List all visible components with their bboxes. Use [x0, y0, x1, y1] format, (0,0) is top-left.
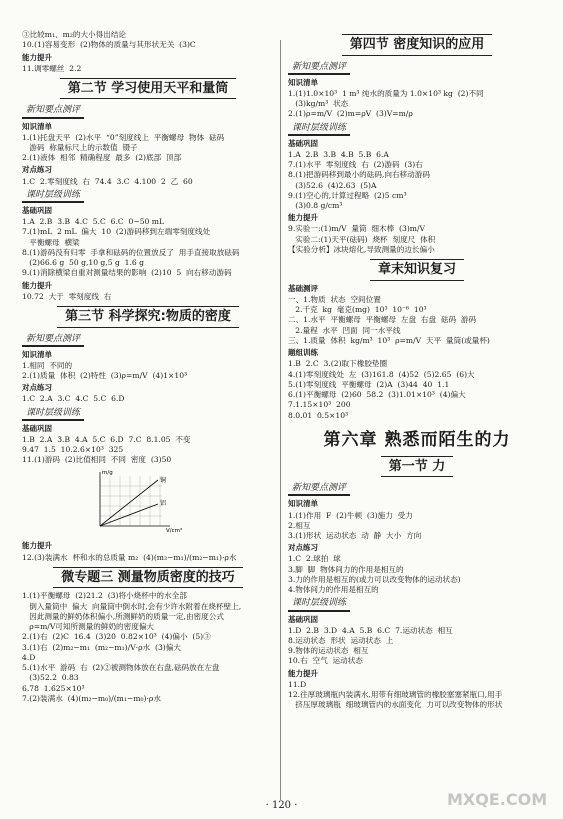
practice-label: 对点练习	[22, 383, 52, 393]
answer-line: 【实验分析】冰块熔化,导致测量的边长偏小	[288, 244, 435, 254]
answer-line: 5.(1)零刻度线 平衡螺母 (2)A (3)44 40 1.1	[288, 379, 450, 389]
answer-line: 9.实验一:(1)m/V 量筒 细木棒 (3)m/V	[288, 224, 426, 234]
answer-line: 9.(1)消除横梁自重对测量结果的影响 (2)10 5 向右移动游码	[22, 268, 232, 278]
answer-line: 9.47 1.5 10.2.6×10³ 325	[22, 445, 124, 455]
right-column	[288, 30, 546, 711]
section-banner: 课时层级训练	[288, 122, 350, 136]
base-label: 基础测评	[288, 283, 318, 293]
answer-line: 4.D	[22, 652, 36, 662]
answer-line: 10.72 大于 零刻度线 右	[22, 291, 112, 301]
answer-line: 1.C 2.A 3.C 4.C 5.C 6.D	[22, 394, 125, 404]
ability-label: 能力提升	[288, 668, 318, 678]
section-banner: 课时层级训练	[22, 407, 84, 421]
answer-line: (3)kg/m³ 状态	[288, 99, 349, 109]
answer-line: 6.78 1.625×10³	[22, 683, 85, 693]
practice-label: 对点练习	[288, 543, 318, 553]
y-axis-label: m/g	[102, 469, 113, 476]
ability-label: 能力提升	[288, 213, 318, 223]
answer-line: 11.D	[288, 679, 307, 689]
svg-text:MXQE.COM: MXQE.COM	[447, 790, 548, 809]
answer-line: 1.A 2.B 3.B 4.C 5.C 6.C 0~50 mL	[22, 217, 165, 227]
answer-line: (3)0.8 g/cm³	[288, 201, 343, 211]
knowledge-label: 知识清单	[288, 77, 318, 87]
answer-line: 倒入量筒中 偏大 向量筒中倒水时,会有少许水附着在烧杯壁上,	[22, 601, 242, 611]
answer-line: 2.相互	[288, 520, 311, 530]
answer-line: 6.(1)平衡螺母 (2)60 58.2 (3)1.01×10³ (4)偏大	[288, 390, 466, 399]
answer-line: 1.相同 不同的	[22, 360, 73, 370]
answer-line: 7.(2)装满水 (4)(m₂−m₀)/(m₁−m₀)·ρ水	[22, 693, 161, 703]
answer-line: 7.(1)水平 零刻度线 右 (2)游码 (3)右	[288, 160, 423, 170]
answer-line: 三、1.质量 体积 kg/m³ 10³ ρ=m/V 天平 量筒(或量杯)	[288, 335, 490, 345]
section-title: 第三节 科学探究:物质的密度	[22, 306, 274, 328]
train-label: 题组训练	[288, 348, 318, 358]
x-axis-label: V/cm³	[166, 527, 183, 534]
section-banner: 课时层级训练	[288, 597, 350, 611]
answer-line: 12.(3)装满水 杯和水的总质量 m₂ (4)(m₃−m₁)/(m₂−m₁)·ρ水	[22, 552, 237, 562]
left-column	[22, 30, 274, 704]
answer-line: 2.千克 kg 毫克(mg) 10³ 10⁻⁶ 10³	[288, 305, 427, 315]
answer-line: 12.往厚玻璃瓶内装满水,用带有细玻璃管的橡胶塞塞紧瓶口,用手	[288, 690, 503, 700]
knowledge-label: 知识清单	[22, 121, 52, 131]
ability-label: 能力提升	[22, 280, 52, 290]
section-banner: 课时层级训练	[22, 189, 84, 203]
answer-line: 一、1.物质 状态 空间位置	[288, 294, 381, 304]
section-title: 第四节 密度知识的应用	[288, 34, 546, 56]
answer-line: 5.(1)水平 游码 右 (2)②被测物体放在右盘,砝码放在左盘	[22, 663, 220, 673]
answer-line: 7.1.15×10³ 200	[288, 400, 351, 410]
ability-label: 能力提升	[22, 541, 52, 551]
density-graph	[82, 468, 192, 534]
chapter-title: 第六章 熟悉而陌生的力	[323, 429, 511, 450]
answer-line: 1.D 2.B 3.D 4.A 5.B 6.C 7.运动状态 相互	[288, 625, 453, 635]
answer-line: 1.C 2.零刻度线 右 74.4 3.C 4.100 2 乙 60	[22, 176, 193, 186]
answer-line: (3)52.6 (4)2.63 (5)A	[288, 180, 377, 190]
watermark-logo	[443, 781, 553, 813]
answer-line: 1.A 2.B 3.B 4.B 5.B 6.A	[288, 149, 389, 159]
column-divider	[280, 40, 281, 800]
answer-line: 3.力的作用是相互的(或力可以改变物体的运动状态)	[288, 574, 461, 584]
answer-line: 10.右 空气 运动状态	[288, 656, 363, 666]
series-label: 铝	[160, 499, 167, 507]
answer-line: 8.0.01 0.5×10³	[288, 410, 349, 420]
section-title: 微专题三 测量物质密度的技巧	[22, 567, 274, 589]
answer-line: 游码 称量标尺上的示数值 镊子	[22, 142, 138, 152]
answer-line: (2)66.6 g 50 g,10 g,5 g 1.6 g	[22, 258, 144, 268]
practice-label: 对点练习	[22, 165, 52, 175]
answer-line: 1.C 2.球拍 球	[288, 554, 341, 564]
answer-line: ③比较m₁、m₂的大小得出结论	[22, 30, 127, 39]
section-title: 第二节 学习使用天平和量筒	[22, 78, 274, 100]
base-label: 基础巩固	[22, 423, 52, 433]
answer-line: 二、1.水平 平衡螺母 平衡螺母 左盘 右盘 砝码 游码	[288, 315, 477, 325]
section-title: 第一节 力	[288, 456, 546, 478]
answer-line: 1.(1)作用 F (2)牛顿 (3)施力 受力	[288, 510, 413, 520]
left-top-block	[22, 30, 274, 74]
section-banner: 新知要点测评	[22, 104, 84, 118]
section-banner: 新知要点测评	[22, 333, 84, 347]
answer-line: 实验二:(1)天平(砝码) 烧杯 刻度尺 体积	[288, 234, 436, 244]
answer-line: 1.B 2.A 3.B 4.A 5.C 6.D 7.C 8.1.05 不变	[22, 434, 191, 444]
base-label: 基础巩固	[288, 614, 318, 624]
answer-line: 11.(1)游码 (2)比值相同 不同 密度 (3)50	[22, 455, 172, 465]
knowledge-label: 知识清单	[288, 499, 318, 509]
answer-line: 4.(1)零刻度线处 左 (3)161.8 (4)52 (5)2.65 (6)大	[288, 369, 475, 379]
answer-line: 9.(1)空心的,计算过程略 (2)5 cm³	[288, 190, 407, 200]
answer-line: 9.物体的运动状态 相互	[288, 646, 369, 656]
series-line-copper	[100, 480, 158, 526]
answer-line: 2.(1)右 (2)C 16.4 (3)20 0.82×10³ (4)偏小 (5)③	[22, 632, 211, 642]
answer-line: ρ=m/V可知所测量的鲜奶的密度偏大	[22, 622, 155, 632]
answer-line: 8.运动状态 形状 运动状态 上	[288, 635, 394, 645]
answer-line: 1.B 2.C 3.(2)取下橡胶垫圈	[288, 359, 388, 369]
answer-line: 8.(1)把游码移到最小的砝码,向右移动游码	[288, 170, 430, 180]
answer-line: 平衡螺母 横梁	[22, 237, 80, 247]
answer-line: 7.(1)mL 2 mL 偏大 10 (2)游码移到左端零刻度线处	[22, 227, 211, 237]
answer-line: 2.量程 水平 凹面 同一水平线	[288, 325, 401, 335]
base-label: 基础巩固	[288, 138, 318, 148]
section-banner: 新知要点测评	[288, 482, 350, 496]
answer-line: 11.调零螺丝 2.2	[22, 63, 82, 73]
ability-label: 能力提升	[22, 52, 52, 62]
section-title: 章末知识复习	[288, 259, 546, 281]
section-banner: 新知要点测评	[288, 61, 350, 75]
answer-line: 2.(1)ρ=m/V (2)m=ρV (3)V=m/ρ	[288, 109, 413, 119]
answer-line: (3)52.2 0.83	[22, 673, 79, 683]
page-number: · 120 ·	[265, 800, 298, 811]
answer-line: 1.(1)平衡螺母 (2)21.2 (3)将小烧杯中的水全部	[22, 591, 187, 601]
series-line-aluminum	[100, 504, 158, 526]
answer-line: 挤压厚玻璃瓶 细玻璃管内的水面变化 力可以改变物体的形状	[288, 700, 503, 710]
series-label: 铜	[160, 476, 167, 484]
answer-line: 1.(1)1.0×10³ 1 m³ 纯水的质量为 1.0×10³ kg (2)不同	[288, 88, 484, 98]
answer-line: 2.(1)液体 相邻 精确程度 最多 (2)底部 顶部	[22, 153, 182, 163]
answer-line: 4.物体间力的作用是相互的	[288, 585, 379, 595]
answer-line: 10.(1)容易变形 (2)物体的质量与其形状无关 (3)C	[22, 40, 196, 50]
answer-line: 1.(1)托盘天平 (2)水平 “0”刻度线上 平衡螺母 物体 砝码	[22, 132, 225, 142]
answer-line: 8.(1)游码没有归零 手拿和砝码的位置放反了 用手直接取放砝码	[22, 247, 240, 257]
knowledge-label: 知识清单	[22, 349, 52, 359]
base-label: 基础巩固	[22, 205, 52, 215]
answer-line: 3.脚 脚 物体间力的作用是相互的	[288, 564, 404, 574]
answer-line: 3.(1)形状 运动状态 动 静 大小 方向	[288, 531, 422, 540]
answer-line: 3.(1)右 (2)m₂−m₁ (m₂−m₁)/V·ρ水 (3)偏大	[22, 642, 181, 652]
answer-line: 2.(1)质量 体积 (2)特性 (3)ρ=m/V (4)1×10³	[22, 371, 188, 381]
answer-line: 因此测量的鲜奶体积偏小,所测鲜奶的质量一定,由密度公式	[22, 611, 224, 621]
